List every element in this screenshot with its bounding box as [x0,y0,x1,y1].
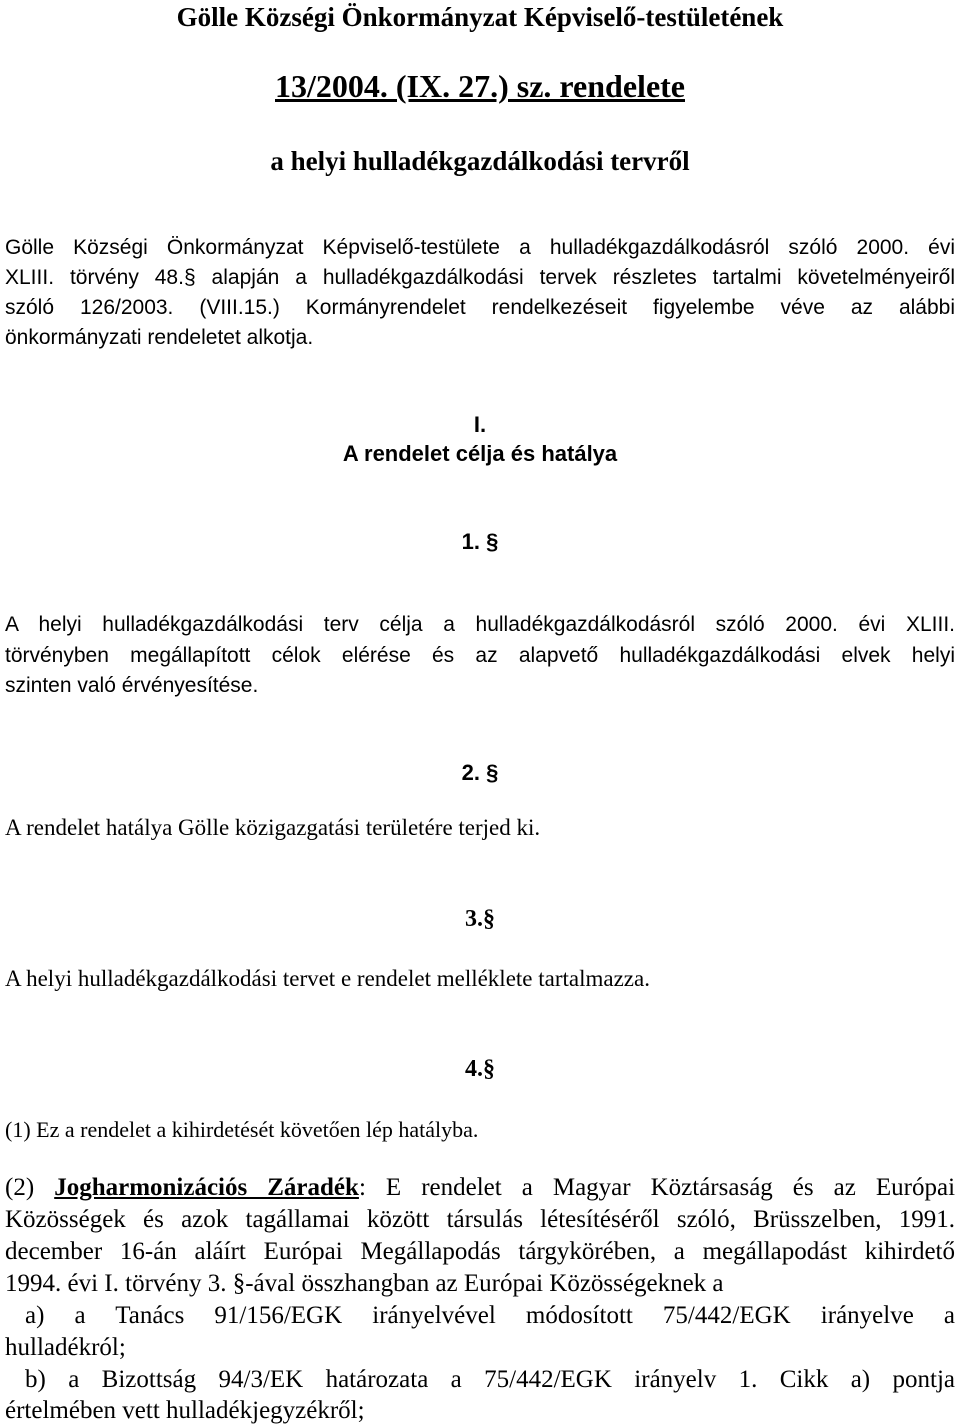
preamble-line-2: XLIII. törvény 48.§ alapján a hulladékgazdálkodási tervek részletes tartalmi követelményeiről [5,266,955,289]
list-item-a-line-1: a) a Tanács 91/156/EGK irányelvével módosított 75/442/EGK irányelve a [25,1302,955,1329]
section-1-line-2: törvényben megállapított célok elérése és az alapvető hulladékgazdálkodási elvek helyi [5,644,955,667]
paragraph-2-prefix: (2) [5,1174,55,1201]
section-4-paragraph-2-line-2: Közösségek és azok tagállamai között társulás létesítéséről szóló, Brüsszelben, 1991. [5,1206,955,1233]
chapter-number: I. [473,412,487,437]
preamble-line-3: szóló 126/2003. (VIII.15.) Kormányrendelet rendelkezéseit figyelembe véve az alábbi [5,296,955,319]
jogharmonizacios-zaradek-title: Jogharmonizációs Záradék [54,1174,359,1201]
decree-subject: a helyi hulladékgazdálkodási tervről [270,146,690,176]
section-4-heading: 4.§ [465,1056,495,1082]
section-1-line-1: A helyi hulladékgazdálkodási terv célja a hulladékgazdálkodásról szóló 2000. évi XLIII. [5,613,955,636]
section-4-paragraph-2-line-4: 1994. évi I. törvény 3. §-ával összhangban az Európai Közösségeknek a [5,1270,724,1297]
council-title: Gölle Községi Önkormányzat Képviselő-testületének [176,2,784,32]
document-page [5,0,955,1428]
section-2-text: A rendelet hatálya Gölle közigazgatási területére terjed ki. [5,815,541,840]
section-1-line-3: szinten való érvényesítése. [5,674,259,697]
list-item-b-line-1: b) a Bizottság 94/3/EK határozata a 75/442/EGK irányelv 1. Cikk a) pontja [25,1366,955,1393]
chapter-title: A rendelet célja és hatálya [342,441,618,466]
decree-number-text: 13/2004. (IX. 27.) sz. rendelete [275,68,685,104]
section-2-heading: 2. § [461,760,499,785]
section-4-paragraph-2-line-3: december 16-án aláírt Európai Megállapodás tárgykörében, a megállapodást kihirdető [5,1238,955,1265]
section-1-heading: 1. § [461,529,499,554]
section-4-paragraph-2-line-1 [5,1174,955,1202]
preamble-line-1: Gölle Községi Önkormányzat Képviselő-testülete a hulladékgazdálkodásról szóló 2000. évi [5,236,955,259]
section-4-paragraph-1: (1) Ez a rendelet a kihirdetését követően lép hatályba. [5,1117,479,1142]
paragraph-2-line-1-rest: : E rendelet a Magyar Köztársaság és az Európai [358,1174,956,1201]
preamble-line-4: önkormányzati rendeletet alkotja. [5,326,314,349]
decree-number [5,68,955,105]
list-item-a-line-2: hulladékról; [5,1334,126,1361]
section-3-heading: 3.§ [465,906,495,932]
list-item-b-line-2: értelmében vett hulladékjegyzékről; [5,1397,365,1424]
section-3-text: A helyi hulladékgazdálkodási tervet e rendelet melléklete tartalmazza. [5,966,650,991]
